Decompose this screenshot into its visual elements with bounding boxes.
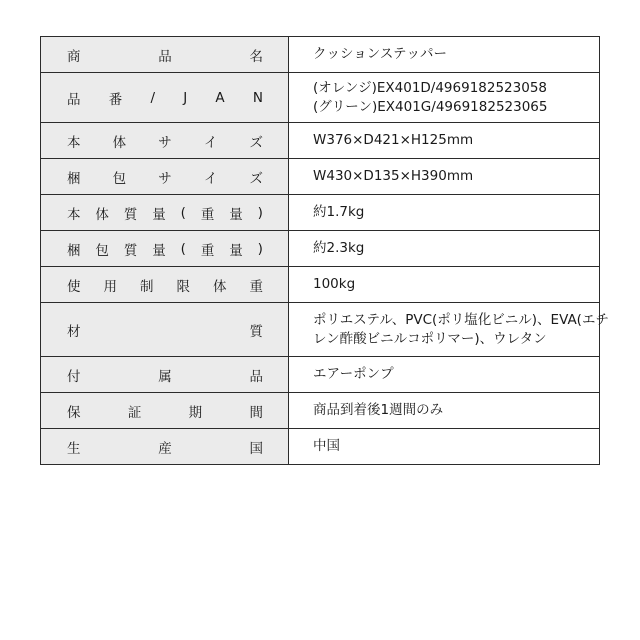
spec-label: 生 産 国 — [67, 440, 264, 457]
spec-label: 商 品 名 — [67, 48, 264, 65]
spec-value-cell — [289, 195, 600, 231]
spec-label: 本 体 サ イ ズ — [67, 134, 264, 151]
spec-value: クッションステッパー — [313, 46, 448, 62]
spec-value: 約1.7kg — [313, 204, 365, 220]
spec-label-cell — [41, 267, 289, 303]
spec-value-cell — [289, 37, 600, 73]
spec-value-cell — [289, 123, 600, 159]
spec-value: W430×D135×H390mm — [313, 168, 474, 184]
spec-row — [41, 123, 600, 159]
spec-label-cell — [41, 429, 289, 465]
spec-label-cell — [41, 357, 289, 393]
spec-value-cell — [289, 267, 600, 303]
spec-row — [41, 357, 600, 393]
spec-row — [41, 303, 600, 357]
spec-label-cell — [41, 195, 289, 231]
spec-value: 商品到着後1週間のみ — [313, 402, 444, 418]
spec-value-cell — [289, 393, 600, 429]
spec-label: 保 証 期 間 — [67, 404, 264, 421]
spec-value: 約2.3kg — [313, 240, 365, 256]
spec-value: 中国 — [313, 438, 340, 454]
spec-value-cell — [289, 73, 600, 123]
spec-row — [41, 159, 600, 195]
spec-value-cell — [289, 303, 609, 357]
spec-value-cell — [289, 357, 600, 393]
spec-row — [41, 393, 600, 429]
spec-label-cell — [41, 159, 289, 195]
spec-label-cell — [41, 37, 289, 73]
spec-label-cell — [41, 123, 289, 159]
spec-value-cell — [289, 429, 600, 465]
spec-value: W376×D421×H125mm — [313, 132, 474, 148]
spec-label: 材 質 — [67, 323, 264, 340]
spec-row — [41, 267, 600, 303]
spec-table-body — [41, 37, 609, 465]
spec-label: 使 用 制 限 体 重 — [67, 278, 264, 295]
spec-value: エアーポンプ — [313, 366, 394, 382]
spec-table — [40, 36, 609, 465]
spec-row — [41, 37, 600, 73]
spec-row — [41, 73, 600, 123]
spec-row — [41, 429, 600, 465]
spec-label: 付 属 品 — [67, 368, 264, 385]
spec-row — [41, 231, 600, 267]
spec-label-cell — [41, 393, 289, 429]
spec-label: 梱 包 質 量 ( 重 量 ) — [67, 240, 264, 259]
spec-value: 100kg — [313, 276, 356, 292]
spec-value: レン酢酸ビニルコポリマー)、ウレタン — [313, 330, 547, 347]
spec-label-cell — [41, 73, 289, 123]
spec-label-cell — [41, 303, 289, 357]
spec-label-cell — [41, 231, 289, 267]
spec-row — [41, 195, 600, 231]
spec-value-cell — [289, 231, 600, 267]
spec-value-cell — [289, 159, 600, 195]
spec-value: (グリーン)EX401G/4969182523065 — [313, 98, 548, 115]
spec-label: 梱 包 サ イ ズ — [67, 170, 264, 187]
spec-value: (オレンジ)EX401D/4969182523058 — [313, 79, 548, 96]
spec-label: 品 番 / J A N — [67, 89, 264, 108]
spec-label: 本 体 質 量 ( 重 量 ) — [67, 204, 264, 223]
spec-value: ポリエステル、PVC(ポリ塩化ビニル)、EVA(エチ — [313, 311, 609, 328]
